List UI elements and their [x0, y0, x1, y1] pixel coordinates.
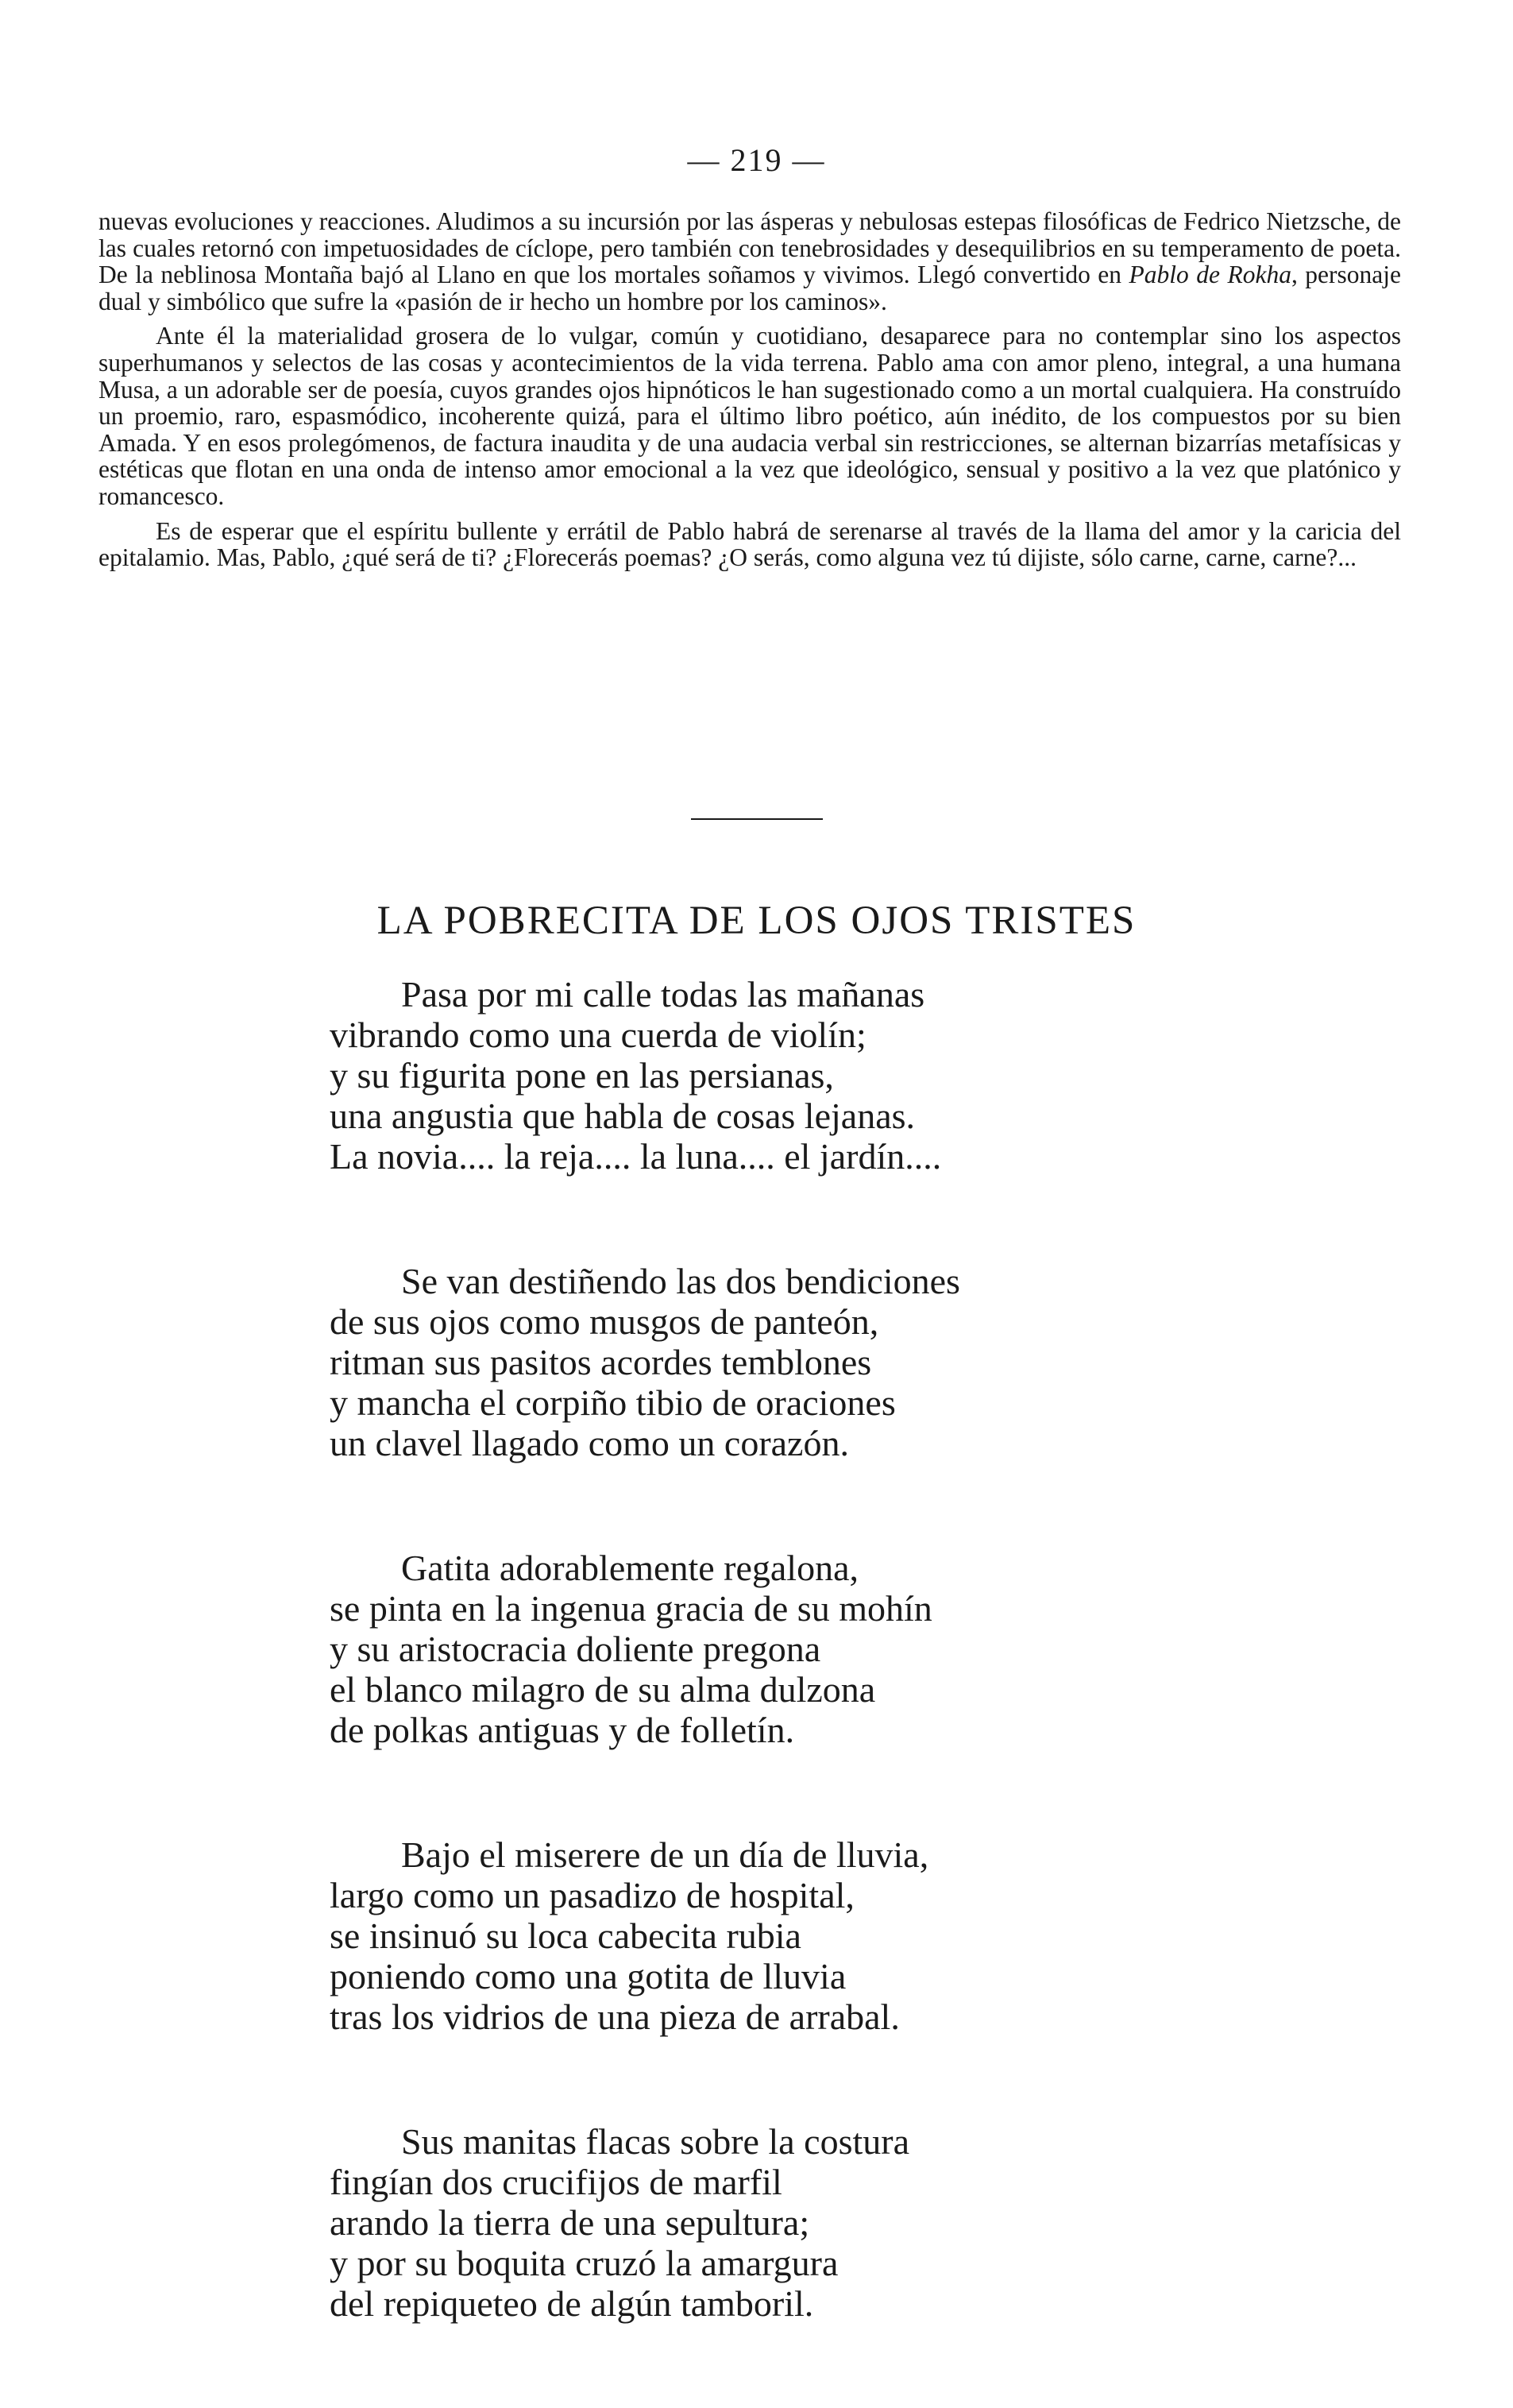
poem-line: y su figurita pone en las persianas, — [330, 1055, 834, 1096]
poem-line: del repiqueteo de algún tamboril. — [330, 2283, 814, 2324]
essay-text-run: Ante él la materialidad grosera de lo vulgar, común y cuotidiano, desaparece para no contemplar sino los aspectos superhumanos y selectos de las cosas y acontecimientos de la vida terrena. Pablo ama con amor pleno, integral, a una humana Musa, a un adorable ser de poesía, cuyos grandes ojos hipnóticos le han sugestionado como a un mortal cualquiera. Ha construído un proemio, raro, espasmódico, incoherente quizá, para el último libro poético, aún inédito, de los compuestos por su bien Amada. Y en esos prolegómenos, de factura inaudita y de una audacia verbal sin restricciones, se alternan bizarrías metafísicas y estéticas que flotan en una onda de intenso amor emocional a la vez que ideológico, sensual y positivo a la vez que platónico y romancesco. — [98, 322, 1401, 510]
poem-line: Sus manitas flacas sobre la costura — [401, 2121, 909, 2162]
poem-line: se insinuó su loca cabecita rubia — [330, 1915, 801, 1956]
essay-text-run: Es de esperar que el espíritu bullente y errátil de Pablo habrá de serenarse al través de la llama del amor y la caricia del epitalamio. Mas, Pablo, ¿qué será de ti? ¿Florecerás poemas? ¿O serás, como alguna vez tú dijiste, sólo carne, carne, carne?... — [98, 516, 1401, 572]
section-divider — [691, 818, 823, 820]
essay-text-run: nuevas evoluciones y reacciones. Aludimos a su incursión por las ásperas y nebulosas estepas filosóficas de Fedrico Nietzsche, de las cuales retornó con impetuosidades de cíclope, pero también con tenebrosidades y desequilibrios en su temperamento de poeta. De la neblinosa Montaña bajó al Llano en que los mortales soñamos y vivimos. Llegó convertido en — [98, 207, 1401, 289]
poem-line: Se van destiñendo las dos bendiciones — [401, 1261, 960, 1301]
poem-title: LA POBRECITA DE LOS OJOS TRISTES — [376, 899, 1137, 943]
essay-paragraph — [98, 518, 1401, 571]
essay-text-run: , personaje dual y simbólico que sufre la «pasión de ir hecho un hombre por los caminos». — [98, 261, 1402, 315]
poem-line: Pasa por mi calle todas las mañanas — [401, 974, 925, 1015]
essay-text — [98, 208, 1401, 579]
poem-line: una angustia que habla de cosas lejanas. — [330, 1096, 916, 1136]
essay-paragraph — [98, 208, 1401, 315]
poem-line: vibrando como una cuerda de violín; — [330, 1015, 867, 1055]
poem-stanza — [330, 1261, 1442, 1463]
poem-line: Gatita adorablemente regalona, — [401, 1548, 859, 1588]
poem-line: y mancha el corpiño tibio de oraciones — [330, 1382, 896, 1423]
poem-line: largo como un pasadizo de hospital, — [330, 1875, 855, 1915]
poem-line: Bajo el miserere de un día de lluvia, — [401, 1834, 929, 1875]
poem-line: y su aristocracia doliente pregona — [330, 1629, 821, 1669]
page-number: — 219 — — [687, 142, 826, 178]
poem-line: el blanco milagro de su alma dulzona — [330, 1669, 876, 1710]
poem-line: arando la tierra de una sepultura; — [330, 2202, 810, 2243]
poem-stanza — [330, 1548, 1442, 1750]
essay-paragraph — [98, 323, 1401, 509]
poem-line: ritman sus pasitos acordes temblones — [330, 1342, 872, 1382]
poem-line: La novia.... la reja.... la luna.... el jardín.... — [330, 1136, 942, 1177]
poem-line: y por su boquita cruzó la amargura — [330, 2243, 839, 2283]
poem — [330, 974, 1442, 2408]
poem-line: de sus ojos como musgos de panteón, — [330, 1301, 879, 1342]
poem-line: fingían dos crucifijos de marfil — [330, 2162, 782, 2202]
poem-line: tras los vidrios de una pieza de arrabal. — [330, 1996, 900, 2037]
poem-line: se pinta en la ingenua gracia de su mohín — [330, 1588, 932, 1629]
book-title-italic: Pablo de Rokha — [1129, 261, 1291, 289]
poem-stanza — [330, 974, 1442, 1177]
poem-line: un clavel llagado como un corazón. — [330, 1423, 849, 1463]
poem-stanza — [330, 2121, 1442, 2324]
poem-line: de polkas antiguas y de folletín. — [330, 1710, 795, 1750]
poem-line: poniendo como una gotita de lluvia — [330, 1956, 847, 1996]
poem-stanza — [330, 1834, 1442, 2037]
